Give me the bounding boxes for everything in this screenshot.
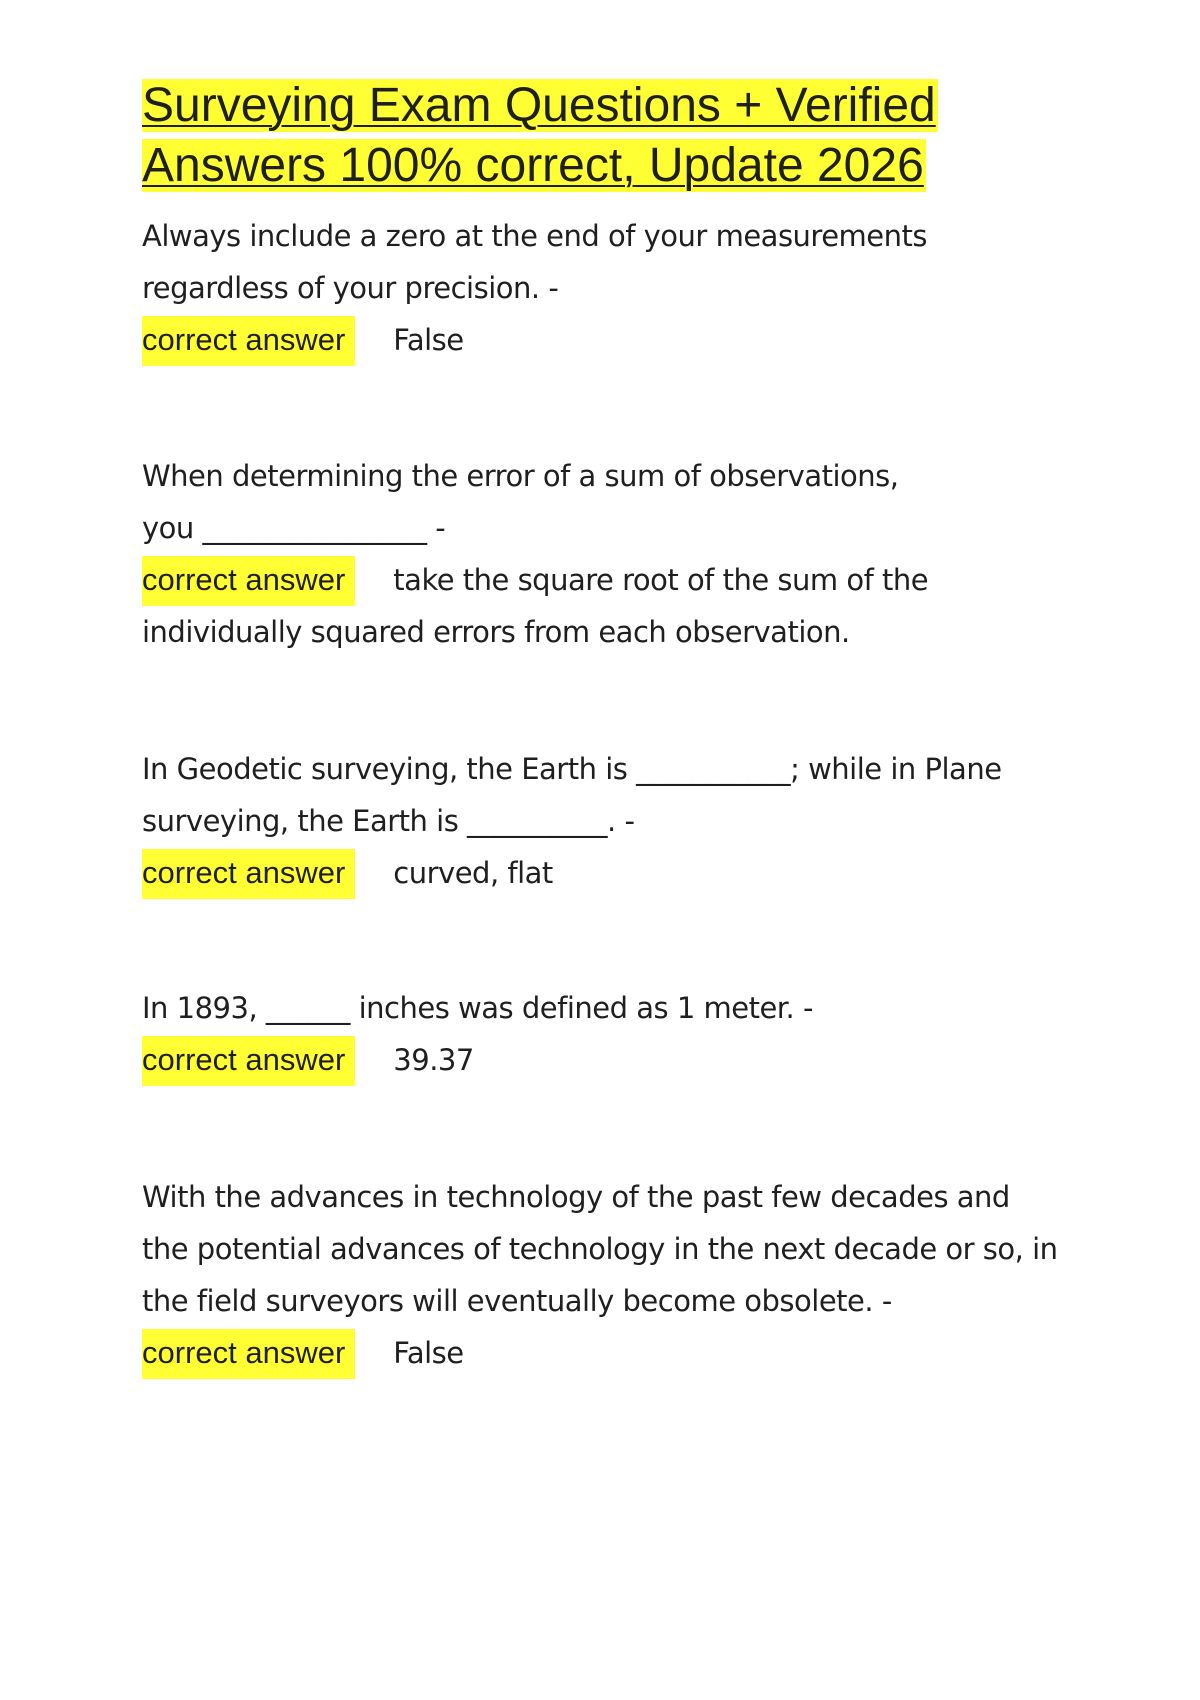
correct-answer-label: correct answer (142, 316, 355, 366)
question-text: With the advances in technology of the past few decades and the potential advances of technology in the next decade or so, in the field surveyors will eventually become obsolete. - (142, 1180, 1058, 1318)
qa-item-3 (142, 743, 1062, 899)
answer-text: False (393, 1336, 464, 1370)
document-title (142, 76, 1042, 196)
answer-row (142, 847, 1062, 899)
qa-item-4 (142, 982, 1062, 1086)
title-line-2: Answers 100% correct, Update 2026 (142, 139, 924, 192)
question-text: When determining the error of a sum of observations, you ________________ - (142, 459, 899, 545)
correct-answer-label: correct answer (142, 556, 355, 606)
answer-text: curved, flat (393, 856, 553, 890)
correct-answer-label: correct answer (142, 849, 355, 899)
qa-item-1 (142, 210, 1062, 366)
answer-text: False (393, 323, 464, 357)
correct-answer-label: correct answer (142, 1036, 355, 1086)
question-text: In 1893, ______ inches was defined as 1 meter. - (142, 991, 813, 1025)
answer-row (142, 1327, 1062, 1379)
answer-row (142, 554, 1062, 658)
question-text: In Geodetic surveying, the Earth is ___________; while in Plane surveying, the Earth is __________. - (142, 752, 1002, 838)
title-line-1: Surveying Exam Questions + Verified (142, 79, 936, 132)
answer-row (142, 314, 1062, 366)
question-text: Always include a zero at the end of your measurements regardless of your precision. - (142, 219, 928, 305)
qa-item-5 (142, 1171, 1062, 1379)
answer-row (142, 1034, 1062, 1086)
answer-text: take the square root of the sum of the individually squared errors from each observation. (142, 563, 929, 649)
qa-item-2 (142, 450, 1062, 658)
answer-text: 39.37 (393, 1043, 474, 1077)
correct-answer-label: correct answer (142, 1329, 355, 1379)
